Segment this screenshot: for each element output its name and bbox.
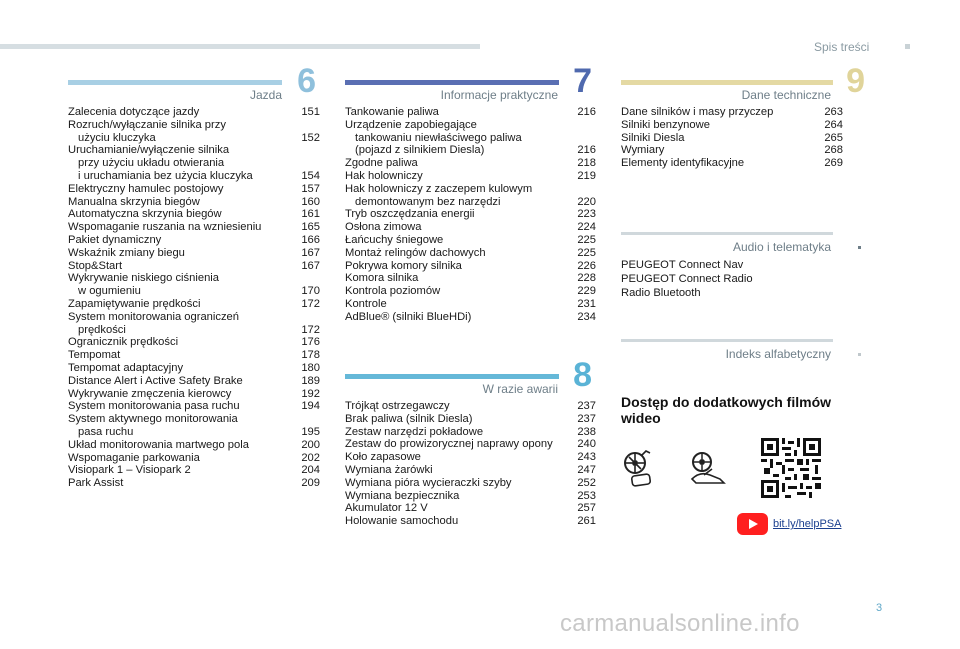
- toc-item-label: [68, 413, 244, 439]
- toc-item-page: 178: [301, 349, 320, 362]
- toc-item-page: 268: [824, 144, 843, 157]
- toc-item-title: Wykrywanie niskiego ciśnienia: [68, 272, 219, 285]
- toc-item-page: 224: [577, 221, 596, 234]
- toc-item-label: [68, 298, 206, 311]
- toc-item-title: Elementy identyfikacyjne: [621, 157, 745, 170]
- section-title: Indeks alfabetyczny: [725, 347, 831, 361]
- section-title: Jazda: [249, 88, 282, 102]
- toc-item[interactable]: [345, 464, 596, 477]
- toc-item-title: Wykrywanie zmęczenia kierowcy: [68, 387, 232, 400]
- toc-item[interactable]: [345, 515, 596, 528]
- section-bar: [621, 80, 833, 85]
- toc-item-title: Kontrole: [345, 297, 387, 310]
- toc-item-page: 151: [301, 106, 320, 118]
- header-bar: [0, 44, 480, 49]
- toc-item-label: [68, 183, 229, 196]
- section-head: [621, 339, 843, 365]
- toc-item-page: 167: [301, 259, 320, 272]
- toc-item-label: [68, 311, 245, 337]
- toc-item[interactable]: [345, 272, 596, 285]
- toc-item-continuation: przy użyciu układu otwierania i uruchamiania bez użycia kluczyka: [78, 157, 253, 182]
- toc-item[interactable]: [68, 247, 320, 260]
- toc-item-title: Ogranicznik prędkości: [68, 336, 179, 349]
- toc-item[interactable]: [68, 311, 320, 337]
- toc-item[interactable]: [345, 502, 596, 515]
- toc-item-page: 157: [301, 182, 320, 195]
- toc-item[interactable]: [345, 298, 596, 311]
- toc-item-label: [621, 144, 670, 157]
- toc-item-label: [345, 515, 464, 528]
- toc-item-label: [68, 464, 197, 477]
- toc-list: [345, 106, 596, 324]
- toc-item-page: 170: [301, 285, 320, 298]
- section-indeks: [621, 339, 843, 365]
- toc-item[interactable]: [345, 490, 596, 503]
- toc-item-title: Akumulator 12 V: [345, 502, 428, 515]
- toc-item-page: 216: [577, 106, 596, 118]
- section-title: Dane techniczne: [741, 88, 831, 102]
- toc-item-page: 216: [577, 144, 596, 157]
- section-title: Audio i telematyka: [732, 240, 831, 254]
- section-number: 6: [297, 62, 316, 100]
- toc-item[interactable]: [345, 413, 596, 426]
- toc-item-label: [345, 119, 528, 157]
- toc-item-page: 160: [301, 195, 320, 208]
- toc-item-label: [345, 106, 445, 119]
- toc-item-continuation: w ogumieniu: [78, 285, 141, 298]
- toc-item[interactable]: [68, 336, 320, 349]
- toc-item-label: [345, 438, 559, 451]
- section-bar: [621, 232, 833, 235]
- toc-item-page: 257: [577, 502, 596, 515]
- toc-item-continuation: demontowanym bez narzędzi: [355, 195, 501, 208]
- toc-item-page: 176: [301, 336, 320, 349]
- toc-item-title: Wymiana żarówki: [345, 463, 433, 476]
- toc-item[interactable]: [621, 119, 843, 132]
- toc-item[interactable]: [345, 221, 596, 234]
- toc-item-title: Silniki Diesla: [621, 131, 685, 144]
- section-bar: [345, 374, 559, 379]
- toc-item[interactable]: [345, 311, 596, 324]
- toc-item-label: [621, 132, 690, 145]
- toc-item[interactable]: [345, 234, 596, 247]
- toc-item-continuation: prędkości: [78, 323, 126, 336]
- toc-item-label: [621, 119, 716, 132]
- toc-item-title: Tryb oszczędzania energii: [345, 208, 475, 221]
- toc-item-page: 225: [577, 246, 596, 259]
- toc-item[interactable]: [68, 234, 320, 247]
- toc-item-label: [68, 221, 267, 234]
- toc-item-title: Manualna skrzynia biegów: [68, 195, 200, 208]
- toc-item[interactable]: [68, 400, 320, 413]
- toc-item[interactable]: [345, 170, 596, 183]
- toc-item-label: [345, 260, 468, 273]
- toc-item-page: 265: [824, 131, 843, 144]
- toc-item[interactable]: [621, 106, 843, 119]
- toc-item-page: 154: [301, 169, 320, 182]
- toc-item-title: Tankowanie paliwa: [345, 106, 439, 118]
- header-dot: [905, 44, 910, 49]
- toc-item-title: Zapamiętywanie prędkości: [68, 297, 201, 310]
- toc-item-page: 180: [301, 361, 320, 374]
- toc-item-title: Hak holowniczy: [345, 169, 423, 182]
- toc-item[interactable]: [68, 375, 320, 388]
- qr-code-icon: [761, 438, 821, 498]
- toc-item-label: [68, 119, 232, 145]
- toc-item[interactable]: [345, 183, 596, 209]
- section-title: Informacje praktyczne: [440, 88, 558, 102]
- toc-item-continuation: użyciu kluczyka: [78, 131, 156, 144]
- section-info: [345, 62, 596, 324]
- toc-item[interactable]: [68, 208, 320, 221]
- toc-item-title: Osłona zimowa: [345, 221, 422, 234]
- toc-item-label: [345, 157, 424, 170]
- section-bar: [345, 80, 559, 85]
- toc-item-title: Pokrywa komory silnika: [345, 259, 462, 272]
- section-bar: [621, 339, 833, 342]
- toc-item[interactable]: [68, 144, 320, 182]
- toc-item-page: 243: [577, 451, 596, 464]
- toc-item-label: [68, 400, 246, 413]
- toc-list: [68, 106, 320, 490]
- toc-item-title: System monitorowania pasa ruchu: [68, 400, 240, 413]
- toc-item-page: 263: [824, 106, 843, 118]
- section-dane: [621, 62, 865, 170]
- section-dot: [858, 246, 861, 249]
- toc-item[interactable]: [68, 260, 320, 273]
- list-item[interactable]: PEUGEOT Connect Radio: [621, 273, 753, 285]
- toc-item-label: [345, 426, 489, 439]
- toc-item-title: Zestaw do prowizorycznej naprawy opony: [345, 438, 553, 451]
- toc-item-label: [621, 157, 750, 170]
- wheel-settings-icon: [622, 449, 656, 487]
- toc-item-page: 231: [577, 297, 596, 310]
- toc-item-label: [621, 106, 779, 119]
- toc-item-title: Komora silnika: [345, 272, 419, 285]
- toc-item-title: Łańcuchy śniegowe: [345, 233, 444, 246]
- toc-item-label: [345, 490, 465, 503]
- list-item[interactable]: Radio Bluetooth: [621, 287, 701, 299]
- toc-item-page: 223: [577, 208, 596, 221]
- toc-item-title: System monitorowania ograniczeń: [68, 310, 240, 323]
- toc-item-page: 165: [301, 221, 320, 234]
- toc-item-label: [68, 349, 126, 362]
- toc-item-continuation: pasa ruchu: [78, 425, 134, 438]
- toc-item[interactable]: [345, 247, 596, 260]
- toc-item[interactable]: [68, 119, 320, 145]
- toc-item-page: 189: [301, 374, 320, 387]
- help-link[interactable]: bit.ly/helpPSA: [773, 518, 842, 530]
- toc-item-title: Kontrola poziomów: [345, 285, 441, 298]
- toc-item[interactable]: [68, 439, 320, 452]
- toc-item-page: 195: [301, 425, 320, 438]
- toc-item-title: Stop&Start: [68, 259, 123, 272]
- toc-item-title: Urządzenie zapobiegające: [345, 118, 477, 131]
- toc-item-page: 269: [824, 157, 843, 170]
- toc-item-title: Brak paliwa (silnik Diesla): [345, 412, 473, 425]
- toc-item-label: [68, 196, 206, 209]
- youtube-icon: [737, 513, 768, 535]
- toc-item-label: [68, 375, 249, 388]
- toc-item-page: 225: [577, 233, 596, 246]
- toc-item-page: 226: [577, 259, 596, 272]
- toc-item-title: Wspomaganie ruszania na wzniesieniu: [68, 221, 262, 234]
- toc-item-title: Tempomat adaptacyjny: [68, 361, 184, 374]
- section-awarii: [345, 356, 596, 528]
- toc-item-page: 172: [301, 323, 320, 336]
- toc-item[interactable]: [345, 451, 596, 464]
- toc-item[interactable]: [68, 362, 320, 375]
- toc-item-label: [68, 272, 225, 298]
- toc-item-page: 200: [301, 438, 320, 451]
- toc-item-title: Wskaźnik zmiany biegu: [68, 246, 185, 259]
- toc-item-label: [345, 464, 439, 477]
- toc-item-title: Zestaw narzędzi pokładowe: [345, 425, 484, 438]
- toc-item-label: [345, 502, 434, 515]
- toc-item-title: Montaż relingów dachowych: [345, 246, 486, 259]
- wheel-hand-icon: [690, 449, 726, 487]
- toc-item-label: [68, 234, 167, 247]
- toc-item-label: [68, 336, 184, 349]
- toc-item-page: 261: [577, 515, 596, 528]
- section-head: [345, 356, 596, 400]
- toc-item-page: 172: [301, 297, 320, 310]
- toc-item-page: 166: [301, 233, 320, 246]
- section-head: [345, 62, 596, 106]
- toc-item[interactable]: [68, 221, 320, 234]
- toc-item-label: [68, 144, 259, 182]
- section-head: [68, 62, 320, 106]
- toc-list: [621, 106, 843, 170]
- toc-item-title: Koło zapasowe: [345, 451, 421, 464]
- toc-item-page: 238: [577, 425, 596, 438]
- toc-item-page: 253: [577, 489, 596, 502]
- toc-item-label: [68, 247, 191, 260]
- toc-item[interactable]: [68, 452, 320, 465]
- toc-item-label: [68, 208, 228, 221]
- toc-item-label: [345, 234, 449, 247]
- toc-item-page: 204: [301, 464, 320, 477]
- toc-item-page: 234: [577, 310, 596, 323]
- toc-item-page: 237: [577, 400, 596, 412]
- section-head: [621, 232, 843, 258]
- toc-list: [345, 400, 596, 528]
- toc-item-label: [345, 221, 427, 234]
- toc-item-label: [68, 439, 255, 452]
- toc-item-label: [345, 477, 518, 490]
- toc-item-page: 252: [577, 476, 596, 489]
- toc-item-title: Holowanie samochodu: [345, 515, 459, 528]
- toc-item[interactable]: [621, 132, 843, 145]
- toc-item-page: 194: [301, 400, 320, 413]
- toc-item-page: 192: [301, 387, 320, 400]
- toc-item[interactable]: [345, 106, 596, 119]
- section-number: 7: [573, 62, 592, 100]
- toc-item-label: [68, 388, 237, 401]
- toc-item-title: Hak holowniczy z zaczepem kulowym: [345, 182, 533, 195]
- toc-item-title: Trójkąt ostrzegawczy: [345, 400, 450, 412]
- section-jazda: [68, 62, 320, 490]
- section-audio: [621, 232, 843, 300]
- toc-item[interactable]: [68, 272, 320, 298]
- audio-list: [621, 258, 843, 300]
- toc-item[interactable]: [345, 285, 596, 298]
- toc-item-title: Rozruch/wyłączanie silnika przy: [68, 118, 226, 131]
- toc-item-page: 220: [577, 195, 596, 208]
- toc-item[interactable]: [345, 400, 596, 413]
- toc-item-label: [345, 298, 393, 311]
- section-head: [621, 62, 865, 106]
- toc-item[interactable]: [621, 157, 843, 170]
- toc-item-label: [345, 170, 429, 183]
- toc-item[interactable]: [68, 477, 320, 490]
- toc-item-label: [345, 272, 424, 285]
- toc-item-label: [68, 477, 129, 490]
- toc-item-title: Wymiana pióra wycieraczki szyby: [345, 476, 512, 489]
- toc-item-title: Wspomaganie parkowania: [68, 451, 200, 464]
- toc-item[interactable]: [68, 106, 320, 119]
- toc-item-page: 161: [301, 208, 320, 221]
- toc-item-title: Zgodne paliwa: [345, 157, 418, 170]
- toc-item[interactable]: [345, 426, 596, 439]
- section-number: 9: [846, 62, 865, 100]
- toc-item-label: [68, 452, 206, 465]
- toc-item-page: 240: [577, 438, 596, 451]
- toc-item-title: Zalecenia dotyczące jazdy: [68, 106, 200, 118]
- toc-item-title: Wymiary: [621, 144, 665, 157]
- toc-item-page: 229: [577, 285, 596, 298]
- toc-item[interactable]: [345, 477, 596, 490]
- header-title: Spis treści: [814, 40, 870, 54]
- toc-item[interactable]: [68, 298, 320, 311]
- toc-item-label: [345, 183, 538, 209]
- toc-item-title: Wymiana bezpiecznika: [345, 489, 460, 502]
- toc-item[interactable]: [345, 208, 596, 221]
- toc-item-page: 237: [577, 412, 596, 425]
- toc-item[interactable]: [68, 349, 320, 362]
- toc-item-page: 228: [577, 272, 596, 285]
- toc-item-label: [68, 260, 128, 273]
- toc-item-title: Układ monitorowania martwego pola: [68, 438, 249, 451]
- section-title: W razie awarii: [482, 382, 558, 396]
- section-bar: [68, 80, 282, 85]
- toc-item-label: [345, 208, 481, 221]
- list-item[interactable]: PEUGEOT Connect Nav: [621, 259, 744, 271]
- toc-item-title: Visiopark 1 – Visiopark 2: [68, 464, 191, 477]
- toc-item[interactable]: [68, 388, 320, 401]
- toc-item-title: System aktywnego monitorowania: [68, 413, 238, 426]
- toc-item-page: 247: [577, 463, 596, 476]
- toc-item-label: [345, 451, 427, 464]
- toc-item[interactable]: [345, 119, 596, 157]
- toc-item-title: Silniki benzynowe: [621, 118, 710, 131]
- toc-item-title: Automatyczna skrzynia biegów: [68, 208, 222, 221]
- video-section-title: Dostęp do dodatkowych filmów wideo: [621, 394, 832, 426]
- toc-item[interactable]: [68, 413, 320, 439]
- toc-item-title: Distance Alert i Active Safety Brake: [68, 374, 243, 387]
- watermark: carmanualsonline.info: [560, 610, 800, 637]
- toc-item-title: Uruchamianie/wyłączenie silnika: [68, 144, 230, 157]
- toc-item-page: 202: [301, 451, 320, 464]
- toc-item-label: [345, 413, 478, 426]
- toc-item-label: [345, 311, 477, 324]
- toc-item-title: Tempomat: [68, 349, 121, 362]
- section-number: 8: [573, 356, 592, 394]
- toc-item[interactable]: [68, 183, 320, 196]
- toc-item-label: [345, 247, 492, 260]
- toc-item-continuation: tankowaniu niewłaściwego paliwa (pojazd z silnikiem Diesla): [355, 131, 522, 157]
- toc-item-page: 264: [824, 118, 843, 131]
- toc-item-label: [345, 285, 446, 298]
- toc-item[interactable]: [68, 464, 320, 477]
- toc-item[interactable]: [345, 260, 596, 273]
- toc-item-page: 218: [577, 157, 596, 170]
- toc-item-page: 219: [577, 169, 596, 182]
- toc-item[interactable]: [345, 438, 596, 451]
- toc-item-title: AdBlue® (silniki BlueHDi): [345, 310, 472, 323]
- toc-item[interactable]: [345, 157, 596, 170]
- page-number: 3: [876, 602, 883, 614]
- toc-item-label: [345, 400, 456, 413]
- toc-item[interactable]: [621, 144, 843, 157]
- toc-item-title: Pakiet dynamiczny: [68, 233, 162, 246]
- toc-item-page: 209: [301, 477, 320, 490]
- section-dot: [858, 353, 861, 356]
- toc-item-title: Dane silników i masy przyczep: [621, 106, 774, 118]
- toc-item-page: 167: [301, 246, 320, 259]
- toc-item-label: [68, 362, 189, 375]
- toc-item-title: Elektryczny hamulec postojowy: [68, 182, 224, 195]
- toc-item-title: Park Assist: [68, 477, 124, 490]
- toc-item-page: 152: [301, 131, 320, 144]
- toc-item[interactable]: [68, 196, 320, 209]
- toc-item-label: [68, 106, 205, 119]
